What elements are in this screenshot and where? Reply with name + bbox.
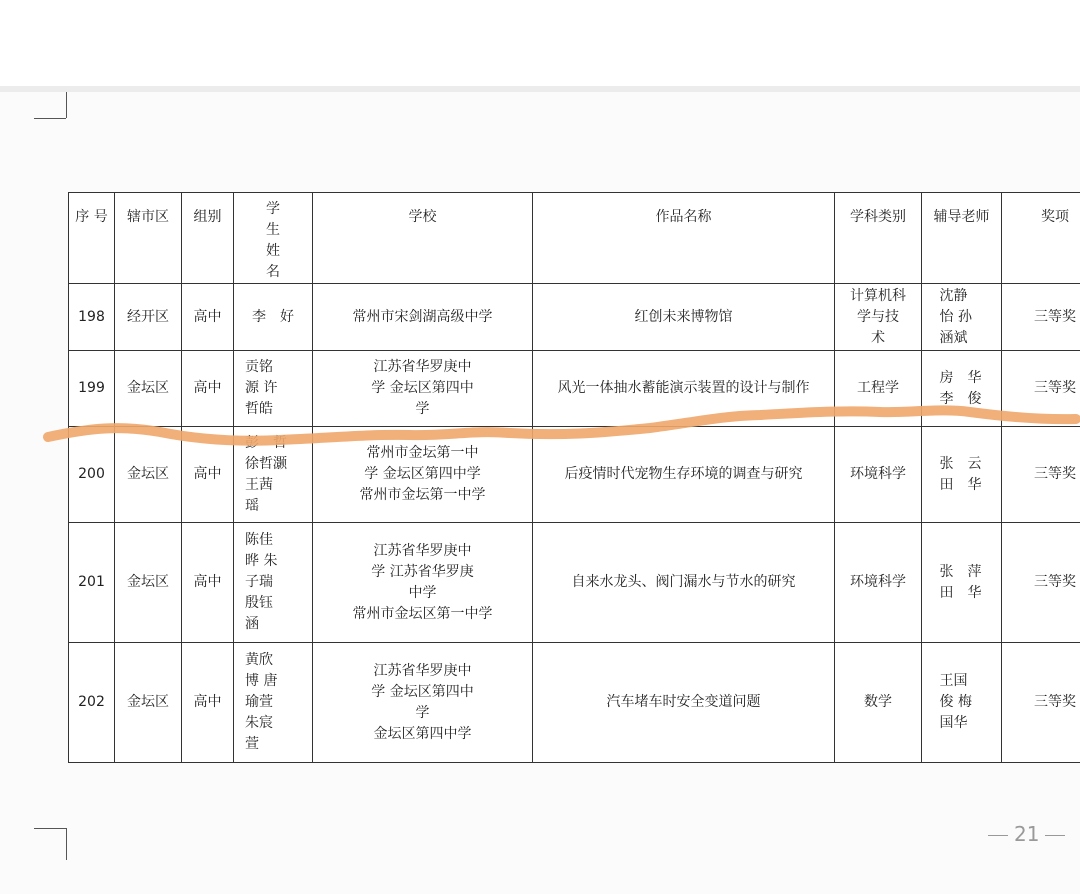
cell-school: 江苏省华罗庚中 学 金坛区第四中 学 [313, 351, 533, 427]
cell-district: 金坛区 [115, 427, 182, 523]
table-row [69, 523, 1080, 643]
cell-students: 彭 哲 徐哲灏 王茜 瑶 [234, 427, 313, 523]
cell-school: 江苏省华罗庚中 学 江苏省华罗庚 中学 常州市金坛区第一中学 [313, 523, 533, 643]
crop-mark-bottom-left-h [34, 828, 66, 829]
header-student: 学 生 姓 名 [234, 193, 313, 284]
footer-dash-left [988, 835, 1008, 836]
cell-seq: 199 [69, 351, 115, 427]
cell-award: 三等奖 [1002, 427, 1080, 523]
cell-award: 三等奖 [1002, 643, 1080, 763]
cell-group: 高中 [182, 284, 234, 351]
cell-work: 红创未来博物馆 [533, 284, 835, 351]
crop-mark-top-left-h [34, 118, 66, 119]
cell-subject: 计算机科 学与技 术 [835, 284, 922, 351]
cell-work: 风光一体抽水蓄能演示装置的设计与制作 [533, 351, 835, 427]
cell-school: 常州市金坛第一中 学 金坛区第四中学 常州市金坛第一中学 [313, 427, 533, 523]
cell-seq: 198 [69, 284, 115, 351]
cell-students: 贡铭 源 许 哲皓 [234, 351, 313, 427]
page-footer [982, 822, 1071, 846]
table-row [69, 643, 1080, 763]
cell-teachers: 房 华 李 俊 [922, 351, 1002, 427]
header-award: 奖项 [1002, 193, 1080, 284]
cell-group: 高中 [182, 643, 234, 763]
cell-district: 经开区 [115, 284, 182, 351]
cell-teachers: 张 萍 田 华 [922, 523, 1002, 643]
cell-work: 自来水龙头、阀门漏水与节水的研究 [533, 523, 835, 643]
cell-teachers: 张 云 田 华 [922, 427, 1002, 523]
cell-district: 金坛区 [115, 643, 182, 763]
cell-school: 江苏省华罗庚中 学 金坛区第四中 学 金坛区第四中学 [313, 643, 533, 763]
page-number: 21 [1014, 822, 1040, 846]
cell-district: 金坛区 [115, 351, 182, 427]
header-seq: 序 号 [69, 193, 115, 284]
header-subject: 学科类别 [835, 193, 922, 284]
cell-district: 金坛区 [115, 523, 182, 643]
cell-award: 三等奖 [1002, 351, 1080, 427]
cell-award: 三等奖 [1002, 284, 1080, 351]
header-district: 辖市区 [115, 193, 182, 284]
table-row [69, 427, 1080, 523]
cell-subject: 环境科学 [835, 427, 922, 523]
cell-work: 后疫情时代宠物生存环境的调查与研究 [533, 427, 835, 523]
header-group: 组别 [182, 193, 234, 284]
header-teacher: 辅导老师 [922, 193, 1002, 284]
table-row [69, 351, 1080, 427]
header-school: 学校 [313, 193, 533, 284]
table-header-row [69, 193, 1080, 284]
cell-students: 李 好 [234, 284, 313, 351]
crop-mark-top-left [66, 92, 67, 118]
cell-students: 陈佳 晔 朱 子瑞 殷钰 涵 [234, 523, 313, 643]
cell-teachers: 沈静 怡 孙 涵斌 [922, 284, 1002, 351]
cell-seq: 200 [69, 427, 115, 523]
table-row [69, 284, 1080, 351]
footer-dash-right [1045, 835, 1065, 836]
crop-mark-bottom-left [66, 828, 67, 860]
header-work: 作品名称 [533, 193, 835, 284]
cell-award: 三等奖 [1002, 523, 1080, 643]
cell-subject: 工程学 [835, 351, 922, 427]
cell-teachers: 王国 俊 梅 国华 [922, 643, 1002, 763]
top-blank-area [0, 0, 1080, 86]
cell-work: 汽车堵车时安全变道问题 [533, 643, 835, 763]
cell-group: 高中 [182, 523, 234, 643]
cell-group: 高中 [182, 427, 234, 523]
cell-subject: 数学 [835, 643, 922, 763]
cell-seq: 201 [69, 523, 115, 643]
cell-seq: 202 [69, 643, 115, 763]
cell-subject: 环境科学 [835, 523, 922, 643]
cell-school: 常州市宋剑湖高级中学 [313, 284, 533, 351]
cell-group: 高中 [182, 351, 234, 427]
cell-students: 黄欣 博 唐 瑜萱 朱宸 萱 [234, 643, 313, 763]
award-table [68, 192, 1080, 763]
